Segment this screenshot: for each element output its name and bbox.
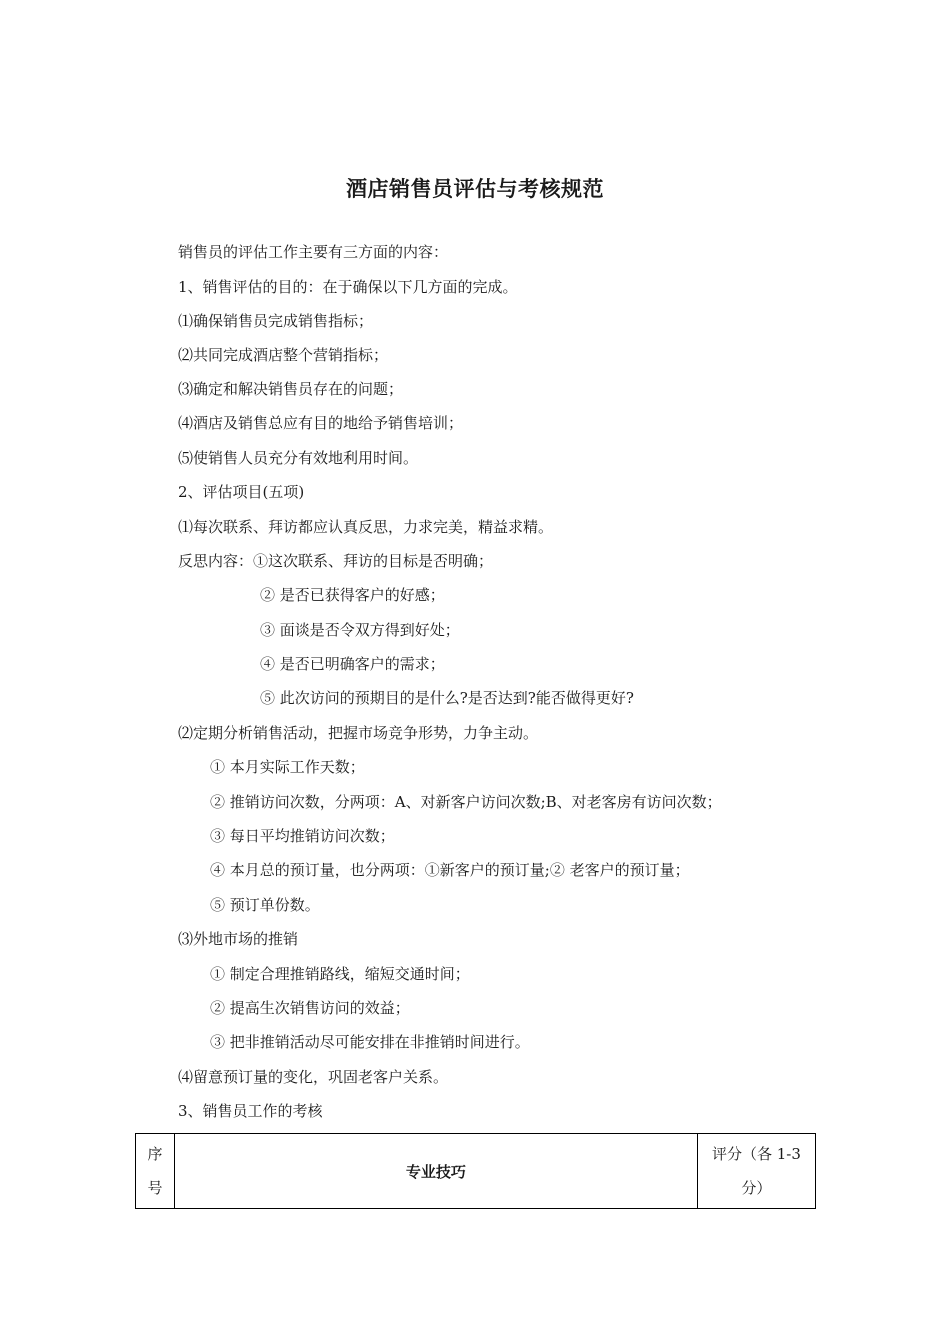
document-title: 酒店销售员评估与考核规范: [346, 177, 604, 201]
header-score-line-1: 评分（各 1-3: [711, 1145, 801, 1163]
purpose-item-5: ⑸使销售人员充分有效地利用时间。: [178, 449, 419, 467]
reflection-item-5: ⑤ 此次访问的预期目的是什么?是否达到?能否做得更好?: [260, 689, 634, 707]
header-serial-line-1: 序: [147, 1145, 163, 1163]
remote-item-2: ② 提高生次销售访问的效益；: [210, 999, 410, 1017]
analysis-item-2: ② 推销访问次数，分两项：A、对新客户访问次数;B、对老客房有访问次数；: [210, 793, 722, 811]
analysis-item-4: ④ 本月总的预订量，也分两项：①新客户的预订量;② 老客户的预订量；: [210, 861, 690, 879]
purpose-item-3: ⑶确定和解决销售员存在的问题；: [178, 380, 404, 398]
eval-item-1: ⑴每次联系、拜访都应认真反思，力求完美，精益求精。: [178, 518, 554, 536]
purpose-item-1: ⑴确保销售员完成销售指标；: [178, 312, 374, 330]
reflection-item-4: ④ 是否已明确客户的需求；: [260, 655, 445, 673]
purpose-item-4: ⑷酒店及销售总应有目的地给予销售培训；: [178, 414, 464, 432]
header-professional-skill: 专业技巧: [175, 1134, 698, 1209]
table-header-row: [136, 1134, 816, 1209]
remote-item-1: ① 制定合理推销路线，缩短交通时间；: [210, 965, 470, 983]
reflection-item-2: ② 是否已获得客户的好感；: [260, 586, 445, 604]
intro-line: 销售员的评估工作主要有三方面的内容：: [178, 243, 449, 261]
analysis-item-3: ③ 每日平均推销访问次数；: [210, 827, 395, 845]
eval-item-3: ⑶外地市场的推销: [178, 930, 299, 948]
eval-item-4: ⑷留意预订量的变化，巩固老客户关系。: [178, 1068, 449, 1086]
remote-item-3: ③ 把非推销活动尽可能安排在非推销时间进行。: [210, 1033, 530, 1051]
header-score-line-2: 分）: [741, 1179, 772, 1197]
assessment-table: [135, 1133, 816, 1209]
purpose-item-2: ⑵共同完成酒店整个营销指标；: [178, 346, 389, 364]
reflection-item-3: ③ 面谈是否令双方得到好处；: [260, 621, 460, 639]
section-1-heading: 1、销售评估的目的：在于确保以下几方面的完成。: [178, 278, 518, 296]
header-serial-line-2: 号: [147, 1179, 163, 1197]
reflection-intro: 反思内容：①这次联系、拜访的目标是否明确；: [178, 552, 494, 570]
eval-item-2: ⑵定期分析销售活动，把握市场竞争形势，力争主动。: [178, 724, 539, 742]
analysis-item-5: ⑤ 预订单份数。: [210, 896, 320, 914]
section-2-heading: 2、评估项目(五项): [178, 483, 305, 501]
header-score: [697, 1134, 815, 1209]
header-serial-number: [136, 1134, 175, 1209]
analysis-item-1: ① 本月实际工作天数；: [210, 758, 365, 776]
section-3-heading: 3、销售员工作的考核: [178, 1102, 323, 1120]
